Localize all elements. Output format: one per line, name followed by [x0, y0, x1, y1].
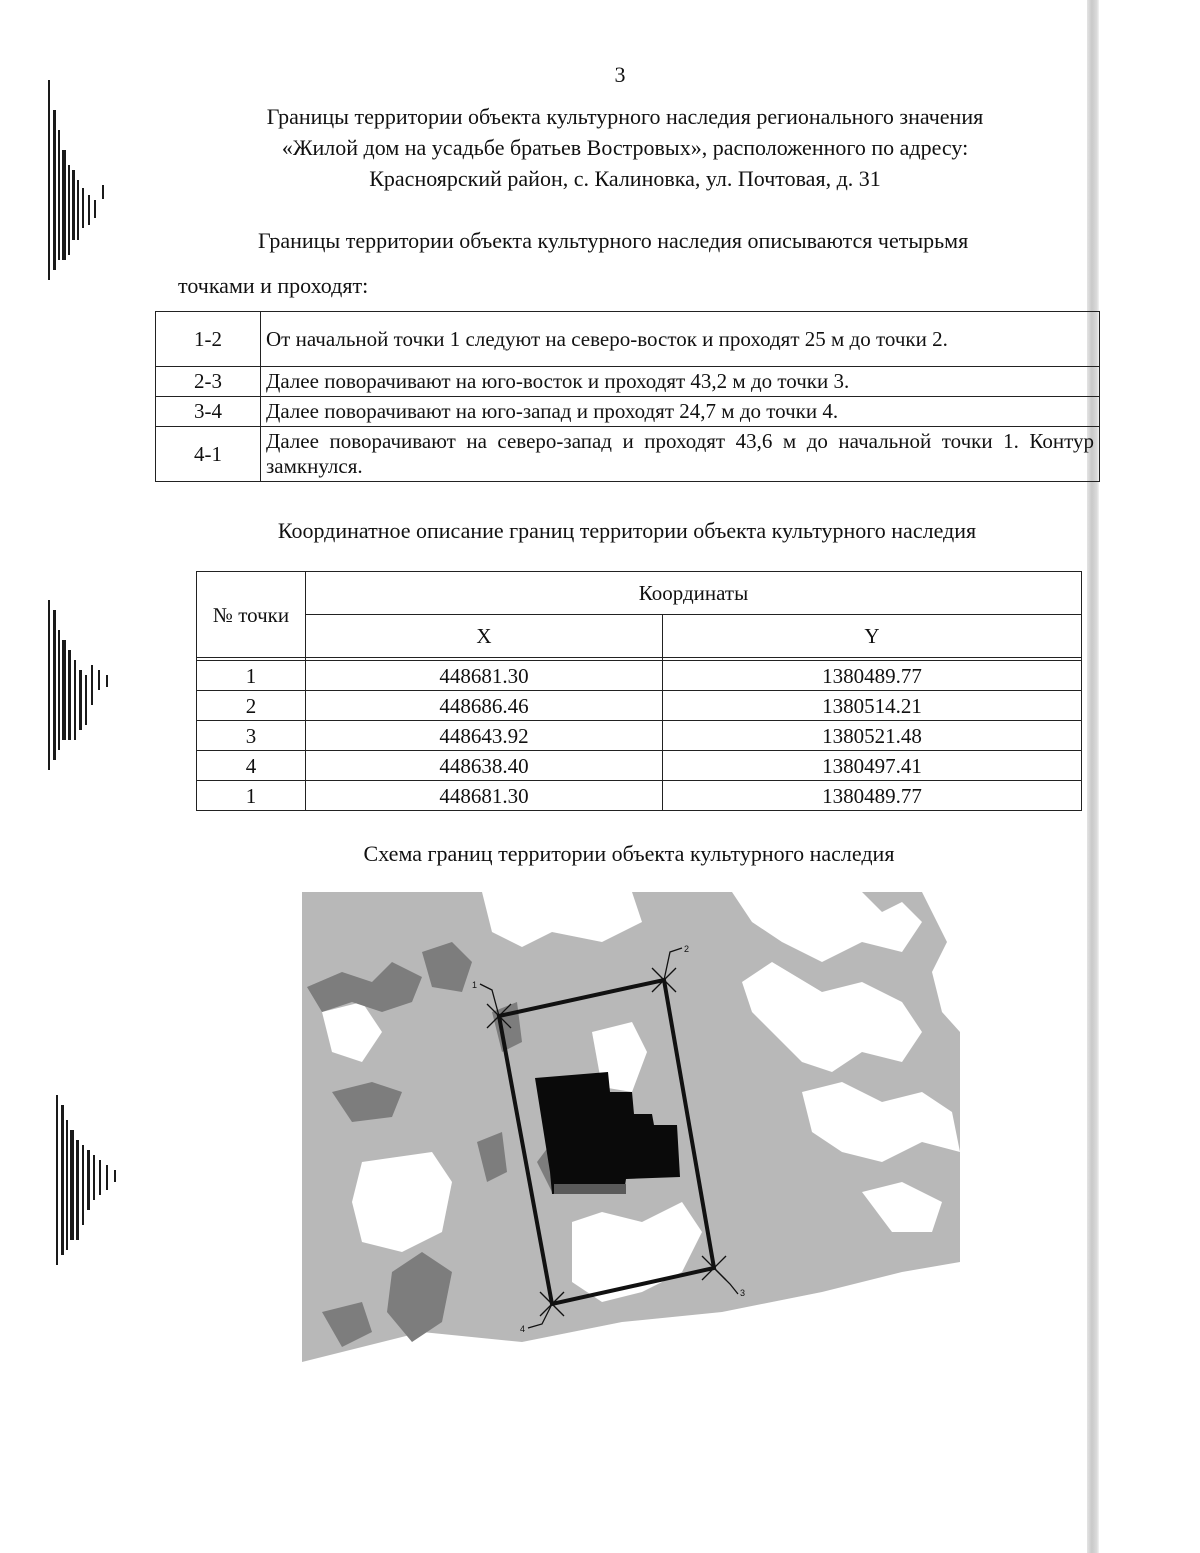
y-cell: 1380521.48: [663, 721, 1082, 751]
boundary-route-table: [155, 311, 1100, 482]
page-number: 3: [614, 62, 626, 87]
segment-cell: 4-1: [156, 427, 261, 482]
title-line-3: Красноярский район, с. Калиновка, ул. Почтовая, д. 31: [369, 166, 881, 191]
table-header-row: [197, 615, 1082, 658]
point-2-label: 2: [684, 944, 690, 954]
table-header-row: [197, 572, 1082, 615]
point-cell: 4: [197, 751, 306, 781]
point-cell: 1: [197, 661, 306, 691]
coordinates-table: [196, 571, 1082, 811]
x-cell: 448681.30: [306, 781, 663, 811]
scheme-heading: Схема границ территории объекта культурного наследия: [363, 841, 895, 866]
coordinates-heading: Координатное описание границ территории объекта культурного наследия: [277, 518, 977, 543]
scan-noise-top: [44, 70, 124, 290]
segment-cell: 3-4: [156, 397, 261, 427]
scan-edge-shadow: [1087, 0, 1099, 1553]
boundary-scheme-map: [302, 892, 960, 1412]
y-cell: 1380514.21: [663, 691, 1082, 721]
description-cell: От начальной точки 1 следуют на северо-восток и проходят 25 м до точки 2.: [261, 312, 1100, 367]
scan-noise-bottom: [52, 1085, 132, 1275]
table-row: [197, 781, 1082, 811]
point-cell: 1: [197, 781, 306, 811]
y-cell: 1380489.77: [663, 781, 1082, 811]
header-point-number: № точки: [197, 572, 306, 658]
point-cell: 3: [197, 721, 306, 751]
y-cell: 1380489.77: [663, 661, 1082, 691]
title-line-1: Границы территории объекта культурного наследия регионального значения: [266, 104, 984, 129]
point-1-label: 1: [472, 980, 478, 990]
x-cell: 448681.30: [306, 661, 663, 691]
table-row: [197, 721, 1082, 751]
description-cell: Далее поворачивают на юго-восток и проходят 43,2 м до точки 3.: [261, 367, 1100, 397]
table-row: [156, 397, 1100, 427]
table-row: [197, 691, 1082, 721]
table-row: [156, 367, 1100, 397]
table-row: [197, 751, 1082, 781]
segment-cell: 1-2: [156, 312, 261, 367]
x-cell: 448686.46: [306, 691, 663, 721]
table-row: [197, 661, 1082, 691]
scan-noise-middle: [44, 580, 124, 780]
table-row: [156, 312, 1100, 367]
scheme-map-image: [302, 892, 960, 1412]
title-line-2: «Жилой дом на усадьбе братьев Востровых», расположенного по адресу:: [281, 135, 969, 160]
intro-paragraph-line-2: точками и проходят:: [178, 273, 369, 298]
header-x: X: [306, 615, 663, 658]
x-cell: 448638.40: [306, 751, 663, 781]
x-cell: 448643.92: [306, 721, 663, 751]
table-row: [156, 427, 1100, 482]
header-y: Y: [663, 615, 1082, 658]
point-4-label: 4: [520, 1324, 526, 1334]
document-title: [130, 101, 1120, 194]
point-3-label: 3: [740, 1288, 746, 1298]
point-cell: 2: [197, 691, 306, 721]
header-coordinates: Координаты: [306, 572, 1082, 615]
segment-cell: 2-3: [156, 367, 261, 397]
building-shadow: [554, 1184, 626, 1194]
description-cell: Далее поворачивают на юго-запад и проходят 24,7 м до точки 4.: [261, 397, 1100, 427]
description-cell: Далее поворачивают на северо-запад и проходят 43,6 м до начальной точки 1. Контур замкнулся.: [261, 427, 1100, 482]
intro-paragraph-line-1: Границы территории объекта культурного наследия описываются четырьмя: [258, 228, 969, 253]
y-cell: 1380497.41: [663, 751, 1082, 781]
